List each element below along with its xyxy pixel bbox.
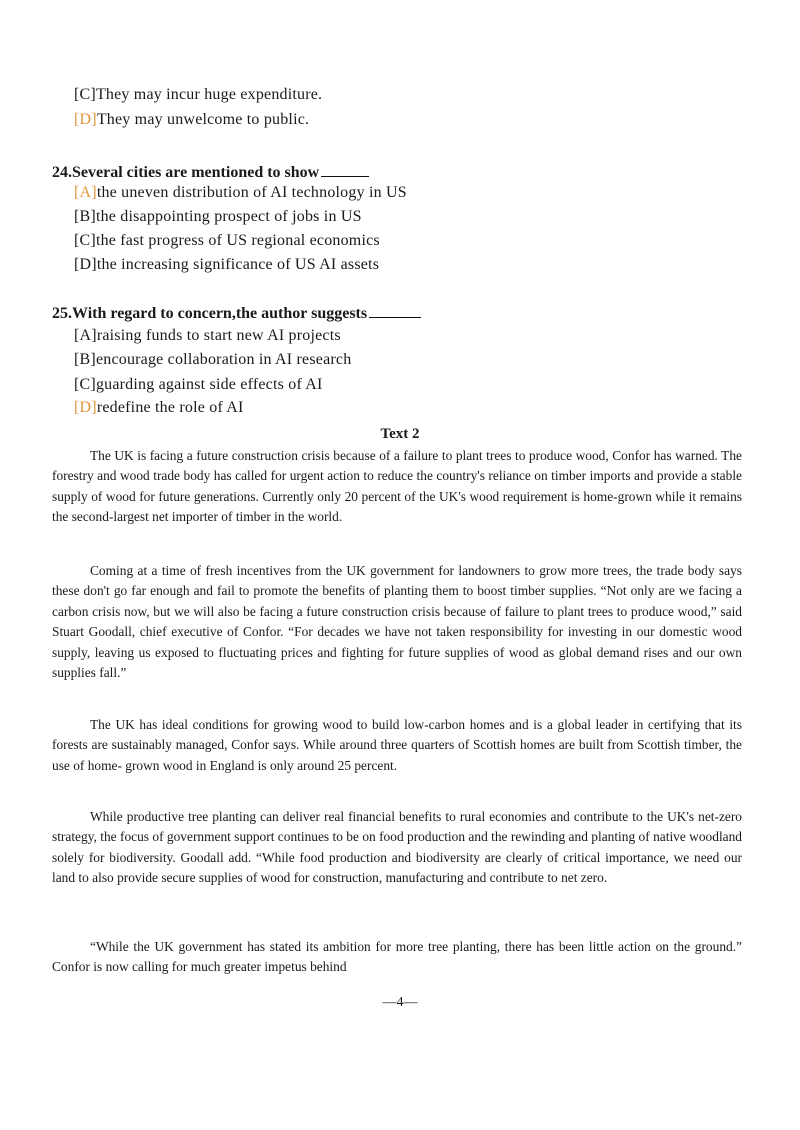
- option-text: They may unwelcome to public.: [96, 111, 310, 128]
- option-text: the increasing significance of US AI assets: [96, 256, 380, 273]
- option-text: the disappointing prospect of jobs in US: [95, 208, 362, 225]
- question-text: 24.Several cities are mentioned to show: [52, 164, 320, 181]
- paragraph-5: “While the UK government has stated its ambition for more tree planting, there has been little action on the ground.” Confor is now calling for much greater impetus behind: [52, 939, 742, 975]
- option-letter: [D]: [74, 256, 97, 273]
- q24-option-b: [74, 207, 362, 227]
- option-letter: [D]: [74, 399, 97, 416]
- paragraph-3: The UK has ideal conditions for growing wood to build low-carbon homes and is a global leader in certifying that its forests are sustainably managed, Confor says. While around three quarters of Scottish homes are built from Scottish timber, the use of home- grown wood in England is only around 25 percent.: [52, 717, 742, 773]
- page-footer: —4—: [382, 995, 418, 1010]
- option-letter: [A]: [74, 327, 97, 344]
- answer-blank: [369, 303, 421, 318]
- question-text: 25.With regard to concern,the author suggests: [52, 305, 368, 322]
- page-number: 4: [396, 995, 404, 1010]
- question-25-stem: [52, 303, 421, 324]
- q24-option-c: [74, 231, 380, 251]
- option-text: encourage collaboration in AI research: [95, 351, 352, 368]
- option-c-prev: [74, 85, 322, 105]
- option-text: guarding against side effects of AI: [95, 376, 323, 393]
- option-letter: [C]: [74, 86, 96, 103]
- q25-option-b: [74, 350, 351, 370]
- option-letter: [C]: [74, 232, 96, 249]
- option-text: raising funds to start new AI projects: [96, 327, 341, 344]
- option-letter: [A]: [74, 184, 97, 201]
- option-letter: [C]: [74, 376, 96, 393]
- q25-option-a: [74, 326, 341, 346]
- q24-option-a: [74, 183, 407, 203]
- option-text: redefine the role of AI: [96, 399, 244, 416]
- q25-option-d: [74, 398, 244, 418]
- option-letter: [B]: [74, 351, 96, 368]
- q25-option-c: [74, 375, 323, 395]
- paragraph-1: The UK is facing a future construction crisis because of a failure to plant trees to produce wood, Confor has warned. The forestry and wood trade body has called for urgent action to reduce the country's reliance on timber imports and provide a stable supply of wood for future generations. Currently only 20 percent of the UK's wood requirement is home-grown while it remains the second-largest net importer of timber in the world.: [52, 448, 742, 525]
- option-text: the uneven distribution of AI technology in US: [96, 184, 407, 201]
- option-letter: [B]: [74, 208, 96, 225]
- paragraph-4: While productive tree planting can deliver real financial benefits to rural economies and contribute to the UK's net-zero strategy, the focus of government support continues to be on food production and the rewinding and planting of native woodland solely for biodiversity. Goodall add. “While food production and biodiversity are clearly of critical importance, we need our land to also provide secure supplies of wood for construction, manufacturing and contribute to net zero.: [52, 809, 742, 886]
- question-24-stem: [52, 162, 369, 183]
- q24-option-d: [74, 255, 379, 275]
- answer-blank: [321, 162, 369, 177]
- option-text: the fast progress of US regional economics: [95, 232, 380, 249]
- option-letter: [D]: [74, 111, 97, 128]
- section-heading: Text 2: [380, 426, 420, 442]
- option-d-prev: [74, 110, 309, 130]
- paragraph-2: Coming at a time of fresh incentives from the UK government for landowners to grow more trees, the trade body says these don't go far enough and fail to promote the benefits of planting them to boost timber supplies. “Not only are we facing a carbon crisis now, but we will also be facing a future construction crisis because of failure to plant trees to produce wood,” said Stuart Goodall, chief executive of Confor. “For decades we have not taken responsibility for investing in our domestic wood supply, leaving us exposed to fluctuating prices and fighting for future supplies of wood as global demand rises and our own supplies fall.”: [52, 563, 742, 681]
- option-text: They may incur huge expenditure.: [95, 86, 323, 103]
